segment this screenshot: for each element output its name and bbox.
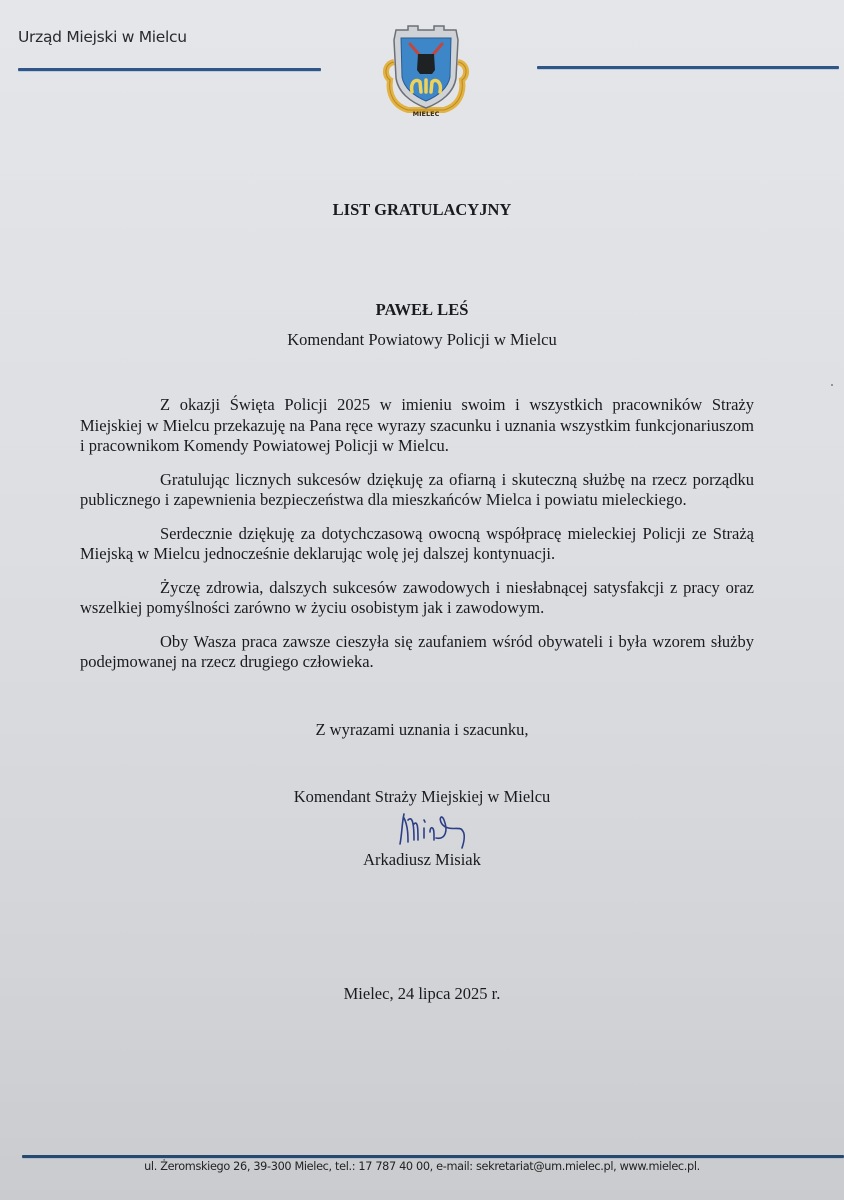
document-title: LIST GRATULACYJNY xyxy=(332,200,512,219)
header-divider-right xyxy=(537,66,839,69)
body-paragraph: Oby Wasza praca zawsze cieszyła się zaufaniem wśród obywateli i była wzorem służby podejmowanej na rzecz drugiego człowieka. xyxy=(80,631,754,671)
organization-name: Urząd Miejski w Mielcu xyxy=(18,28,187,46)
handwritten-signature-icon xyxy=(396,808,486,850)
city-coat-of-arms-icon xyxy=(380,20,472,118)
signer-role: Komendant Straży Miejskiej w Mielcu xyxy=(293,787,551,806)
recipient-name: PAWEŁ LEŚ xyxy=(375,300,469,319)
place-and-date: Mielec, 24 lipca 2025 r. xyxy=(343,984,501,1003)
body-paragraph: Serdecznie dziękuję za dotychczasową owocną współpracę mieleckiej Policji ze Strażą Miejską w Mielcu jednocześnie deklarując wolę jej dalszej kontynuacji. xyxy=(80,523,754,563)
body-paragraph: Gratulując licznych sukcesów dziękuję za ofiarną i skuteczną służbę na rzecz porządku publicznego i zapewnienia bezpieczeństwa dla mieszkańców Mielca i powiatu mieleckiego. xyxy=(80,469,754,509)
crest-caption: MIELEC xyxy=(412,110,440,118)
footer-contact: ul. Żeromskiego 26, 39-300 Mielec, tel.: 17 787 40 00, e-mail: sekretariat@um.mielec.pl, www.mielec.pl. xyxy=(144,1160,700,1173)
recipient-position: Komendant Powiatowy Policji w Mielcu xyxy=(287,330,557,349)
header-divider-left xyxy=(18,68,321,71)
letter-body xyxy=(80,395,754,686)
body-paragraph: Z okazji Święta Policji 2025 w imieniu swoim i wszystkich pracowników Straży Miejskiej w Mielcu przekazuję na Pana ręce wyrazy szacunku i uznania wszystkim funkcjonariuszom i pracownikom Komendy Powiatowej Policji w Mielcu. xyxy=(80,395,754,455)
paper-speck xyxy=(831,384,833,386)
signer-name: Arkadiusz Misiak xyxy=(363,850,481,869)
footer-divider xyxy=(22,1155,844,1158)
closing-line: Z wyrazami uznania i szacunku, xyxy=(315,720,529,739)
body-paragraph: Życzę zdrowia, dalszych sukcesów zawodowych i niesłabnącej satysfakcji z pracy oraz wszelkiej pomyślności zarówno w życiu osobistym jak i zawodowym. xyxy=(80,577,754,617)
